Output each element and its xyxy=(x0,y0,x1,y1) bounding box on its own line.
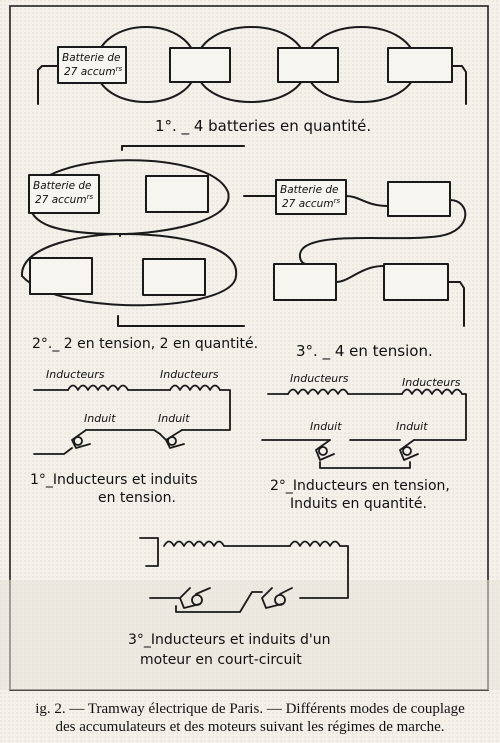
battery-2b xyxy=(146,176,208,212)
figure-caption-line1: ig. 2. — Tramway électrique de Paris. — Différents modes de couplage xyxy=(35,701,465,717)
section2-title: 2°._ 2 en tension, 2 en quantité. xyxy=(32,336,259,352)
c2-inducteurs-label-2: Inducteurs xyxy=(402,376,461,389)
c2-induit-label-1: Induit xyxy=(310,420,342,433)
section1-title: 1°. _ 4 batteries en quantité. xyxy=(155,117,372,135)
c1-induit-label-1: Induit xyxy=(84,412,116,425)
battery-label-2-line1: Batterie de xyxy=(33,180,92,192)
circuit2-title-line1: 2°_Inducteurs en tension, xyxy=(270,478,450,494)
c1-induit-label-2: Induit xyxy=(158,412,190,425)
battery-1c xyxy=(278,48,338,82)
circuit2-title-line2: Induits en quantité. xyxy=(290,496,427,512)
battery-label-3-line2: 27 accum$^{rs}$ xyxy=(282,197,341,210)
figure-caption-line2: des accumulateurs et des moteurs suivant les régimes de marche. xyxy=(55,719,445,735)
c1-inducteurs-label-2: Inducteurs xyxy=(160,368,219,381)
circuit3-title-line1: 3°_Inducteurs et induits d'un xyxy=(128,632,331,648)
battery-2c xyxy=(30,258,92,294)
circuit1-title-line1: 1°_Inducteurs et induits xyxy=(30,472,198,488)
c1-inducteurs-label-1: Inducteurs xyxy=(46,368,105,381)
circuit3-title-line2: moteur en court-circuit xyxy=(140,652,302,668)
c2-induit-label-2: Induit xyxy=(396,420,428,433)
battery-3c xyxy=(274,264,336,300)
battery-label-2-line2: 27 accum$^{rs}$ xyxy=(35,193,94,206)
battery-3d xyxy=(384,264,448,300)
battery-label-1-line1: Batterie de xyxy=(62,52,121,64)
c2-inducteurs-label-1: Inducteurs xyxy=(290,372,349,385)
battery-label-3-line1: Batterie de xyxy=(280,184,339,196)
battery-1d xyxy=(388,48,452,82)
section3-title: 3°. _ 4 en tension. xyxy=(296,342,433,360)
battery-3b xyxy=(388,182,450,216)
circuit1-title-line2: en tension. xyxy=(98,490,176,506)
battery-1b xyxy=(170,48,230,82)
battery-label-1-line2: 27 accum$^{rs}$ xyxy=(64,65,123,78)
battery-2d xyxy=(143,259,205,295)
